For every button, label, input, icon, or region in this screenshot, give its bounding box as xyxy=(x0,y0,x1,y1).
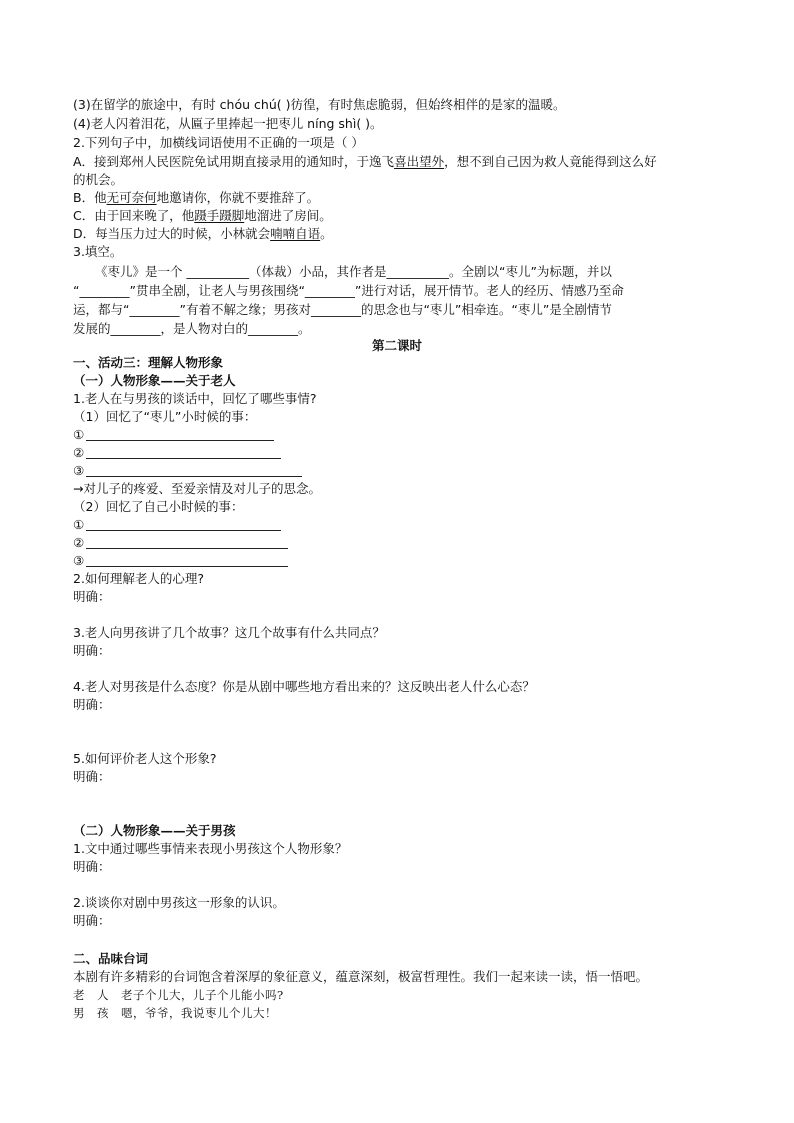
option-d xyxy=(73,225,333,243)
old-man-question-3: 3.老人向男孩讲了几个故事？这几个故事有什么共同点？ xyxy=(73,625,385,640)
lesson-2-title: 第二课时 xyxy=(371,338,422,353)
boy-section-title: （二）人物形象——关于男孩 xyxy=(73,823,236,838)
answer-blank-3[interactable] xyxy=(86,476,302,477)
fill-line-2: “________”贯串全剧，让老人与男孩围绕“________”进行对话，展开情节。老人的经历、情感乃至命 xyxy=(73,283,624,298)
option-c-text: C．由于回来晚了，他 xyxy=(73,208,195,223)
option-c-underlined: 蹑手蹑脚 xyxy=(194,208,245,223)
answer-label-4: 明确： xyxy=(73,697,111,712)
answer-blank-2[interactable] xyxy=(86,458,281,459)
fill-line-4: 发展的________，是人物对白的________。 xyxy=(73,321,311,336)
script-line-old-man: 老 人 老子个儿大，儿子个儿能小吗? xyxy=(73,988,284,1002)
option-a-line1 xyxy=(73,153,657,171)
section-3-title: 3.填空。 xyxy=(73,244,123,259)
fill-line-3: 运，都与“________”有着不解之缘；男孩对________的思念也与“枣儿”相牵连。“枣儿”是全剧情节 xyxy=(73,302,612,317)
option-d-text-end: 。 xyxy=(320,226,333,241)
option-b-text-end: 地邀请你，你就不要推辞了。 xyxy=(156,190,320,205)
fill-line-1: 《枣儿》是一个 __________（体裁）小品，其作者是__________。全剧以“枣儿”为标题，并以 xyxy=(95,264,612,279)
option-c xyxy=(73,207,332,225)
question-3-pinyin: (3)在留学的旅途中，有时 chóu chú( )彷徨，有时焦虑脆弱，但始终相伴的是家的温暖。 xyxy=(73,97,566,112)
old-man-question-1-part-2: （2）回忆了自己小时候的事： xyxy=(73,499,244,514)
answer-blank-1[interactable] xyxy=(86,440,274,441)
lines-intro: 本剧有许多精彩的台词饱含着深厚的象征意义，蕴意深刻，极富哲理性。我们一起来读一读，悟一悟吧。 xyxy=(73,969,649,984)
boy-question-2: 2.谈谈你对剧中男孩这一形象的认识。 xyxy=(73,895,285,910)
answer-label-boy-1: 明确： xyxy=(73,859,111,874)
option-a-line2: 的机会。 xyxy=(73,172,124,187)
option-d-underlined: 喃喃自语 xyxy=(270,226,321,241)
old-man-question-2: 2.如何理解老人的心理? xyxy=(73,571,205,586)
option-b-text: B．他 xyxy=(73,190,107,205)
lines-section-title: 二、品味台词 xyxy=(73,951,149,966)
answer-blank-5[interactable] xyxy=(86,548,288,549)
answer-label-5: 明确： xyxy=(73,769,111,784)
old-man-question-4: 4.老人对男孩是什么态度？你是从剧中哪些地方看出来的？这反映出老人什么心态？ xyxy=(73,679,535,694)
option-b xyxy=(73,189,319,207)
option-a-text: A．接到郑州人民医院免试用期直接录用的通知时，于逸飞 xyxy=(73,154,395,169)
answer-marker-6: ③ xyxy=(73,553,85,568)
answer-blank-6[interactable] xyxy=(86,566,288,567)
arrow-note: →对儿子的疼爱、至爱亲情及对儿子的思念。 xyxy=(73,481,321,496)
answer-label-2: 明确： xyxy=(73,589,111,604)
script-line-boy: 男 孩 嗯，爷爷，我说枣儿个儿大！ xyxy=(73,1006,277,1020)
answer-marker-2: ② xyxy=(73,445,85,460)
question-4-pinyin: (4)老人闪着泪花，从匾子里捧起一把枣儿 níng shì( )。 xyxy=(73,116,383,131)
old-man-question-5: 5.如何评价老人这个形象? xyxy=(73,751,217,766)
answer-marker-1: ① xyxy=(73,427,85,442)
option-a-text-end: ，想不到自己因为救人竟能得到这么好 xyxy=(444,154,657,169)
option-c-text-end: 地溜进了房间。 xyxy=(244,208,332,223)
option-d-text: D．每当压力过大的时候，小林就会 xyxy=(73,226,271,241)
answer-blank-4[interactable] xyxy=(86,530,281,531)
answer-marker-5: ② xyxy=(73,535,85,550)
old-man-section-title: （一）人物形象——关于老人 xyxy=(73,373,236,388)
option-a-underlined: 喜出望外 xyxy=(394,154,445,169)
old-man-question-1: 1.老人在与男孩的谈话中，回忆了哪些事情? xyxy=(73,391,317,406)
option-b-underlined: 无可奈何 xyxy=(106,190,157,205)
boy-question-1: 1.文中通过哪些事情来表现小男孩这个人物形象？ xyxy=(73,841,348,856)
answer-label-3: 明确： xyxy=(73,643,111,658)
section-2-title: 2.下列句子中，加横线词语使用不正确的一项是（ ） xyxy=(73,135,364,150)
activity-3-title: 一、活动三：理解人物形象 xyxy=(73,355,224,370)
answer-marker-3: ③ xyxy=(73,463,85,478)
answer-marker-4: ① xyxy=(73,517,85,532)
answer-label-boy-2: 明确： xyxy=(73,913,111,928)
old-man-question-1-part-1: （1）回忆了“枣儿”小时候的事： xyxy=(73,409,257,424)
